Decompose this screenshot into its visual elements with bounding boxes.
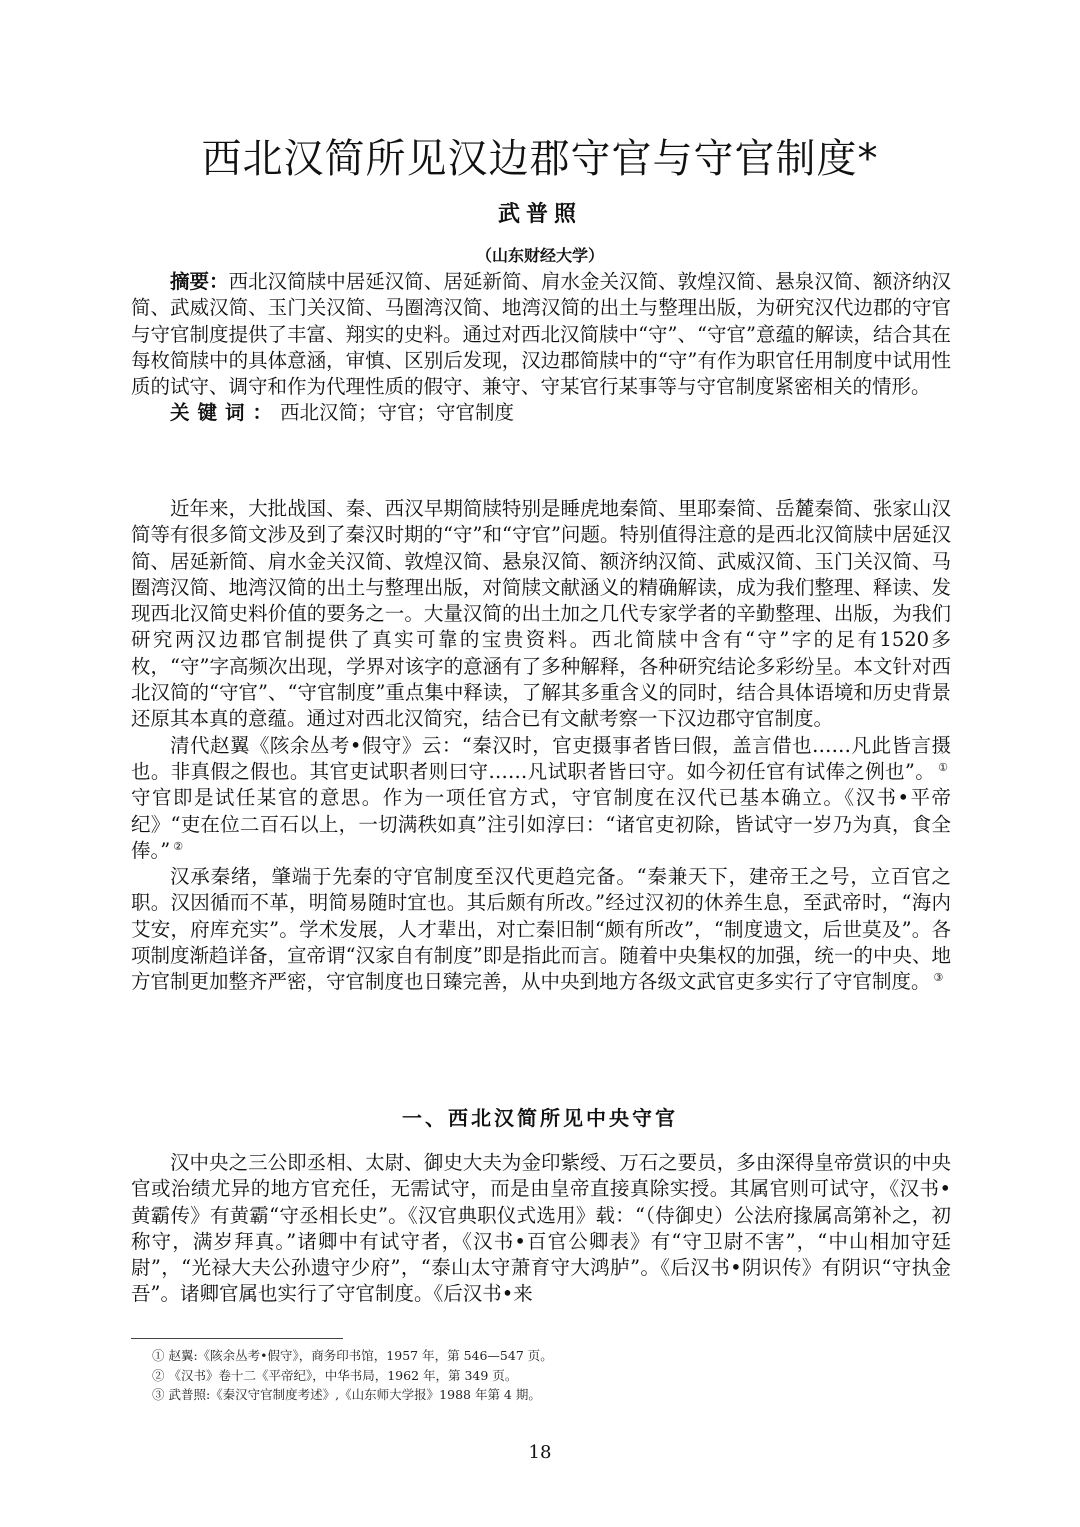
abstract-block bbox=[131, 269, 951, 427]
section-1-heading: 一、西北汉简所见中央守官 bbox=[402, 1106, 678, 1130]
page-number: 18 bbox=[528, 1442, 552, 1463]
introduction-block bbox=[131, 496, 951, 996]
footnote-3: ③ 武普照:《秦汉守官制度考述》,《山东师大学报》1988 年第 4 期。 bbox=[152, 1387, 541, 1402]
abstract-text: 西北汉简牍中居延汉简、居延新简、肩水金关汉简、敦煌汉简、悬泉汉简、额济纳汉简、武威汉简、玉门关汉简、马圈湾汉简、地湾汉简的出土与整理出版，为研究汉代边郡的守官与守官制度提供了丰富、翔实的史料。通过对西北汉简牍中“守”、“守官”意蕴的解读，结合其在每枚简牍中的具体意涵，审慎、区别后发现，汉边郡简牍中的“守”有作为职官任用制度中试用性质的试守、调守和作为代理性质的假守、兼守、守某官行某事等与守官制度紧密相关的情形。 bbox=[131, 270, 951, 399]
keywords-text: 西北汉简；守官；守官制度 bbox=[280, 401, 515, 425]
footnote-ref-2[interactable]: ② bbox=[173, 839, 184, 853]
intro-paragraph-2 bbox=[131, 733, 951, 864]
author-name: 武普照 bbox=[497, 202, 582, 227]
keywords-label: 关键词： bbox=[170, 401, 281, 425]
intro-paragraph-3-text: 汉承秦绪，肇端于先秦的守官制度至汉代更趋完备。“秦兼天下，建帝王之号，立百官之职。汉因循而不革，明简易随时宜也。其后颇有所改。”经过汉初的休养生息，至武帝时，“海内艾安，府库充实”。学术发展，人才辈出，对亡秦旧制“颇有所改”，“制度遗文，后世莫及”。各项制度渐趋详备，宣帝谓“汉家自有制度”即是指此而言。随着中央集权的加强，统一的中央、地方官制更加整齐严密，守官制度也日臻完善，从中央到地方各级文武官吏多实行了守官制度。 bbox=[131, 865, 951, 994]
paper-title: 西北汉简所见汉边郡守官与守官制度* bbox=[201, 136, 879, 182]
footnotes-list bbox=[152, 1346, 942, 1405]
keywords-paragraph bbox=[131, 400, 951, 426]
intro-paragraph-1: 近年来，大批战国、秦、西汉早期简牍特别是睡虎地秦简、里耶秦简、岳麓秦简、张家山汉简等有很多简文涉及到了秦汉时期的“守”和“守官”问题。特别值得注意的是西北汉简牍中居延汉简、居延新简、肩水金关汉简、敦煌汉简、悬泉汉简、额济纳汉简、武威汉简、玉门关汉简、马圈湾汉简、地湾汉简的出土与整理出版，对简牍文献涵义的精确解读，成为我们整理、释读、发现西北汉简史料价值的要务之一。大量汉简的出土加之几代专家学者的辛勤整理、出版，为我们研究两汉边郡官制提供了真实可靠的宝贵资料。西北简牍中含有“守”字的足有1520多枚，“守”字高频次出现，学界对该字的意涵有了多种解释，各种研究结论多彩纷呈。本文针对西北汉简的“守官”、“守官制度”重点集中释读，了解其多重含义的同时，结合具体语境和历史背景还原其本真的意蕴。通过对西北汉简究，结合已有文献考察一下汉边郡守官制度。 bbox=[131, 497, 951, 731]
intro-paragraph-2-text-b: 守官即是试任某官的意思。作为一项任官方式，守官制度在汉代已基本确立。《汉书•平帝纪》“吏在位二百石以上，一切满秩如真”注引如淳曰：“诸官吏初除，皆试守一岁乃为真，食全俸。” bbox=[131, 786, 951, 862]
footnote-1: ① 赵翼:《陔余丛考•假守》，商务印书馆，1957 年，第 546—547 页。 bbox=[152, 1348, 553, 1363]
footnote-ref-3[interactable]: ③ bbox=[933, 971, 944, 985]
abstract-paragraph bbox=[131, 269, 951, 400]
abstract-label: 摘要： bbox=[170, 270, 229, 293]
footnote-2: ② 《汉书》卷十二《平帝纪》，中华书局，1962 年，第 349 页。 bbox=[152, 1367, 518, 1383]
author-affiliation: （山东财经大学） bbox=[475, 246, 604, 265]
intro-paragraph-3 bbox=[131, 864, 951, 995]
footnote-divider bbox=[131, 1338, 343, 1339]
section-1-paragraph-1: 汉中央之三公即丞相、太尉、御史大夫为金印紫绶、万石之要员，多由深得皇帝赏识的中央官或治绩尤异的地方官充任，无需试守，而是由皇帝直接真除实授。其属官则可试守，《汉书•黄霸传》有黄霸“守丞相长史”。《汉官典职仪式选用》载：“（侍御史）公法府掾属高第补之，初称守，满岁拜真。”诸卿中有试守者，《汉书•百官公卿表》有“守卫尉不害”，“中山相加守廷尉”，“光禄大夫公孙遗守少府”，“泰山太守萧育守大鸿胪”。《后汉书•阴识传》有阴识“守执金吾”。诸卿官属也实行了守官制度。《后汉书•来 bbox=[131, 1151, 951, 1306]
section-1-block bbox=[131, 1150, 951, 1308]
intro-paragraph-2-text-a: 清代赵翼《陔余丛考•假守》云：“秦汉时，官吏摄事者皆曰假，盖言借也……凡此皆言摄也。非真假之假也。其官吏试职者则曰守……凡试职者皆曰守。如今初任官有试俸之例也”。 bbox=[131, 733, 951, 783]
footnote-ref-1[interactable]: ① bbox=[938, 760, 948, 774]
